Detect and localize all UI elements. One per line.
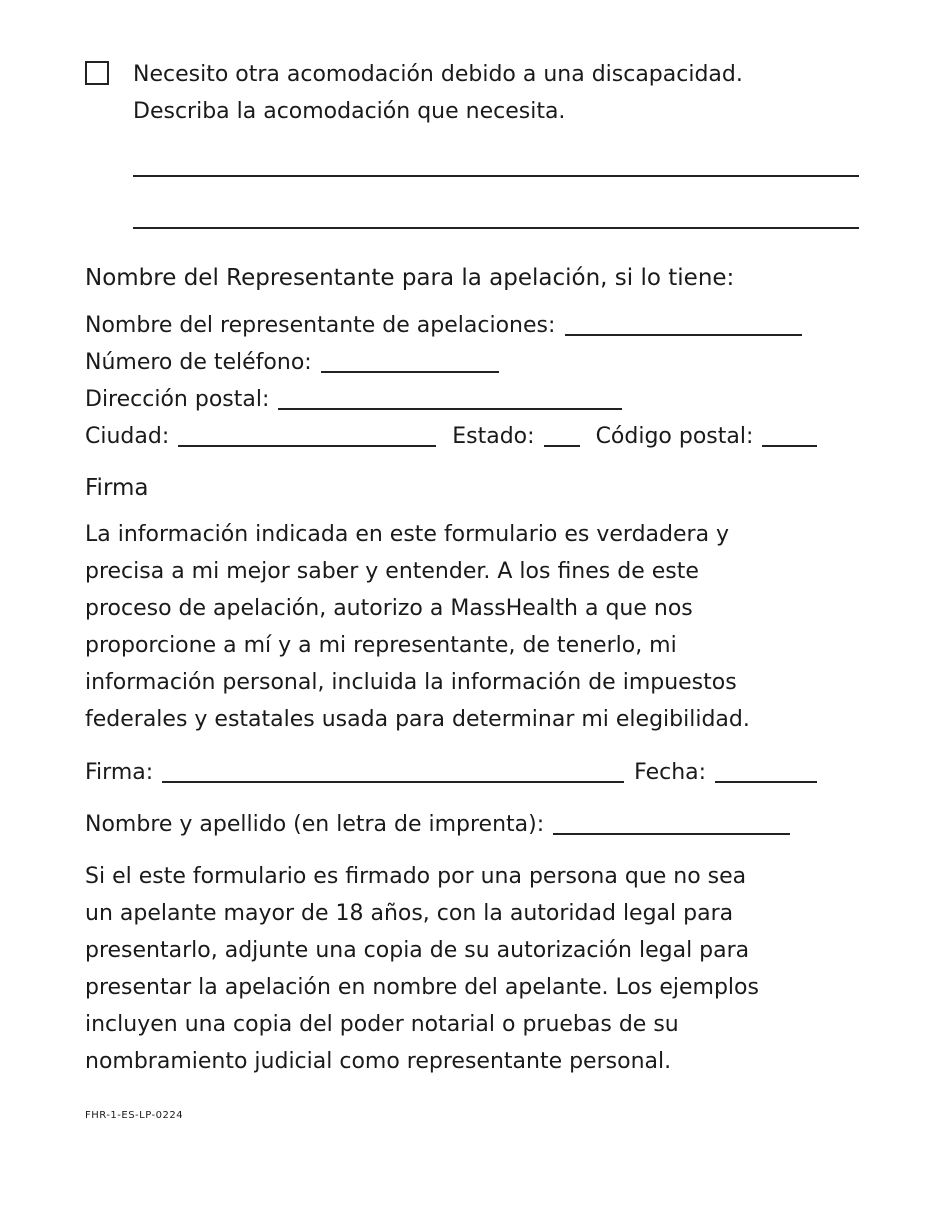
city-state-zip-row <box>85 421 817 453</box>
attestation-line: precisa a mi mejor saber y entender. A los fines de este <box>85 559 699 584</box>
representative-name-row <box>85 310 802 342</box>
representative-heading: Nombre del Representante para la apelación, si lo tiene: <box>85 265 735 291</box>
accommodation-text <box>133 56 873 130</box>
form-code: FHR-1-ES-LP-0224 <box>85 1110 184 1121</box>
representative-name-label: Nombre del representante de apelaciones: <box>85 313 556 338</box>
representative-name-field[interactable] <box>565 334 802 336</box>
signature-date-row <box>85 757 817 789</box>
legal-note-line: un apelante mayor de 18 años, con la autoridad legal para <box>85 901 734 926</box>
attestation-line: información personal, incluida la información de impuestos <box>85 670 737 695</box>
zip-field[interactable] <box>762 445 817 447</box>
attestation-line: La información indicada en este formulario es verdadera y <box>85 522 730 547</box>
signature-field[interactable] <box>162 781 624 783</box>
city-field[interactable] <box>178 445 436 447</box>
phone-row <box>85 347 499 379</box>
address-field[interactable] <box>278 408 622 410</box>
printed-name-row <box>85 809 790 841</box>
printed-name-label: Nombre y apellido (en letra de imprenta): <box>85 812 545 837</box>
attestation-paragraph <box>85 516 865 738</box>
legal-note-line: nombramiento judicial como representante personal. <box>85 1049 672 1074</box>
signature-heading: Firma <box>85 475 149 501</box>
date-field[interactable] <box>715 781 817 783</box>
attestation-line: proceso de apelación, autorizo a MassHealth a que nos <box>85 596 693 621</box>
zip-label: Código postal: <box>595 424 754 449</box>
legal-note-line: presentarlo, adjunte una copia de su autorización legal para <box>85 938 750 963</box>
date-label: Fecha: <box>634 760 707 785</box>
accommodation-write-line-2[interactable] <box>133 227 859 229</box>
phone-field[interactable] <box>321 371 499 373</box>
attestation-line: proporcione a mí y a mi representante, de tenerlo, mi <box>85 633 677 658</box>
legal-note-line: incluyen una copia del poder notarial o pruebas de su <box>85 1012 679 1037</box>
accommodation-line-1: Necesito otra acomodación debido a una discapacidad. <box>133 62 743 87</box>
legal-note-line: presentar la apelación en nombre del apelante. Los ejemplos <box>85 975 759 1000</box>
accommodation-write-line-1[interactable] <box>133 175 859 177</box>
phone-label: Número de teléfono: <box>85 350 312 375</box>
legal-note-paragraph <box>85 858 865 1080</box>
accommodation-line-2: Describa la acomodación que necesita. <box>133 99 566 124</box>
city-label: Ciudad: <box>85 424 170 449</box>
printed-name-field[interactable] <box>553 833 790 835</box>
accommodation-checkbox[interactable] <box>85 61 109 85</box>
state-label: Estado: <box>452 424 535 449</box>
attestation-line: federales y estatales usada para determinar mi elegibilidad. <box>85 707 750 732</box>
signature-label: Firma: <box>85 760 154 785</box>
address-row <box>85 384 622 416</box>
legal-note-line: Si el este formulario es firmado por una persona que no sea <box>85 864 747 889</box>
address-label: Dirección postal: <box>85 387 270 412</box>
state-field[interactable] <box>544 445 580 447</box>
